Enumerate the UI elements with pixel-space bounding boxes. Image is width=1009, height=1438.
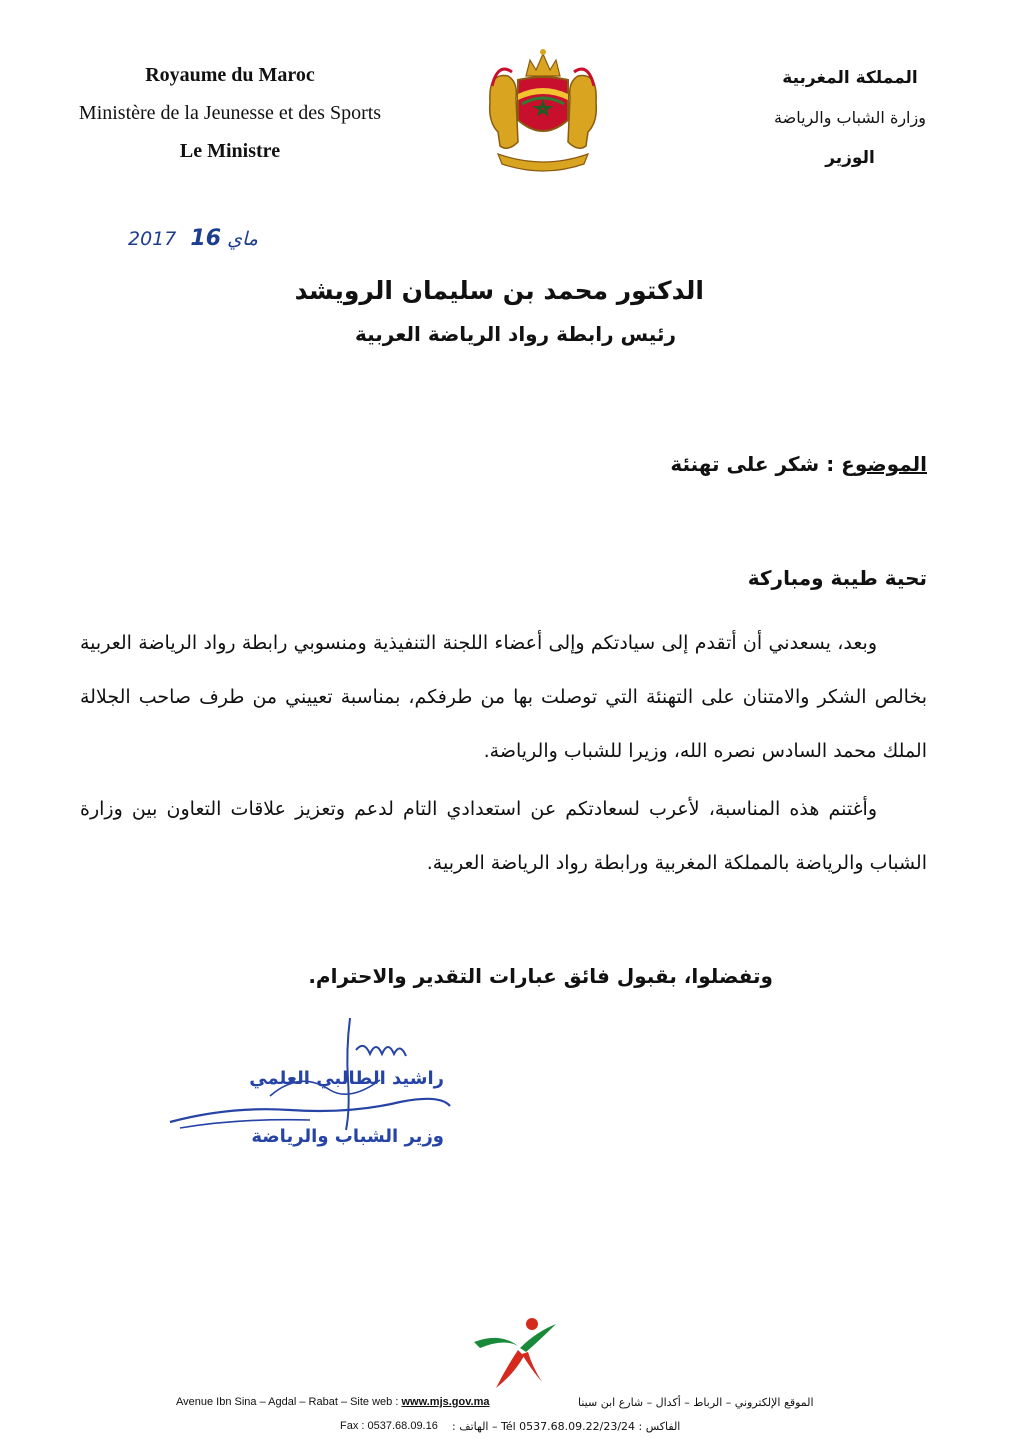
letter-body — [80, 616, 927, 894]
subject-line — [670, 452, 927, 476]
ministry-logo-icon — [470, 1312, 560, 1392]
header-fr-ministry: Ministère de la Jeunesse et des Sports — [78, 102, 382, 124]
header-french — [40, 56, 420, 170]
recipient-block — [295, 268, 704, 354]
footer-address-fr-text: Avenue Ibn Sina – Agdal – Rabat – Site web : — [176, 1396, 402, 1408]
footer-contact — [0, 1420, 1009, 1438]
moroccan-coat-of-arms-icon — [478, 42, 608, 174]
greeting: تحية طيبة ومباركة — [747, 566, 927, 590]
header-ar-ministry: وزارة الشباب والرياضة — [774, 108, 926, 127]
footer-address-ar: الموقع الإلكتروني – الرباط – أكدال – شارع ابن سينا — [578, 1396, 814, 1409]
footer-website-link[interactable]: www.mjs.gov.ma — [401, 1396, 490, 1408]
subject-label: الموضوع — [841, 452, 927, 476]
body-paragraph-1: وبعد، يسعدني أن أتقدم إلى سيادتكم وإلى أعضاء اللجنة التنفيذية ومنسوبي رابطة رواد الرياضة العربية بخالص الشكر والامتنان على التهنئة التي توصلت بها من طرفكم، بمناسبة تعييني من طرف صاحب الجلالة الملك محمد السادس نصره الله، وزيرا للشباب والرياضة. — [80, 632, 927, 762]
signature-name: راشيد الطالبي العلمي — [249, 1068, 444, 1089]
date-month-year: 2017 ماي — [128, 228, 258, 250]
recipient-title: رئيس رابطة رواد الرياضة العربية — [354, 322, 676, 346]
subject-text: : شكر على تهنئة — [670, 452, 835, 476]
closing-formula: وتفضلوا، بقبول فائق عبارات التقدير والاحترام. — [308, 964, 773, 988]
header-ar-minister: الوزير — [825, 148, 875, 168]
footer-address — [0, 1396, 1009, 1414]
date-day: 16 — [190, 226, 222, 251]
footer-fax-fr: Fax : 0537.68.09.16 — [340, 1420, 438, 1432]
footer-address-fr — [176, 1396, 490, 1408]
body-paragraph-2: وأغتنم هذه المناسبة، لأعرب لسعادتكم عن استعدادي التام لدعم وتعزيز علاقات التعاون بين وزارة الشباب والرياضة بالمملكة المغربية ورابطة رواد الرياضة العربية. — [80, 798, 927, 874]
header-fr-minister: Le Ministre — [179, 140, 281, 162]
header-ar-kingdom: المملكة المغربية — [782, 68, 918, 88]
header-fr-kingdom: Royaume du Maroc — [145, 64, 315, 86]
footer-phone-ar: الفاكس : 0537.68.09.22/23/24 Tél – الهاتف : — [452, 1420, 681, 1433]
header-arabic — [740, 58, 960, 178]
signature-title: وزير الشباب والرياضة — [251, 1126, 444, 1147]
recipient-name: الدكتور محمد بن سليمان الرويشد — [294, 276, 704, 305]
date-stamp — [128, 226, 258, 251]
